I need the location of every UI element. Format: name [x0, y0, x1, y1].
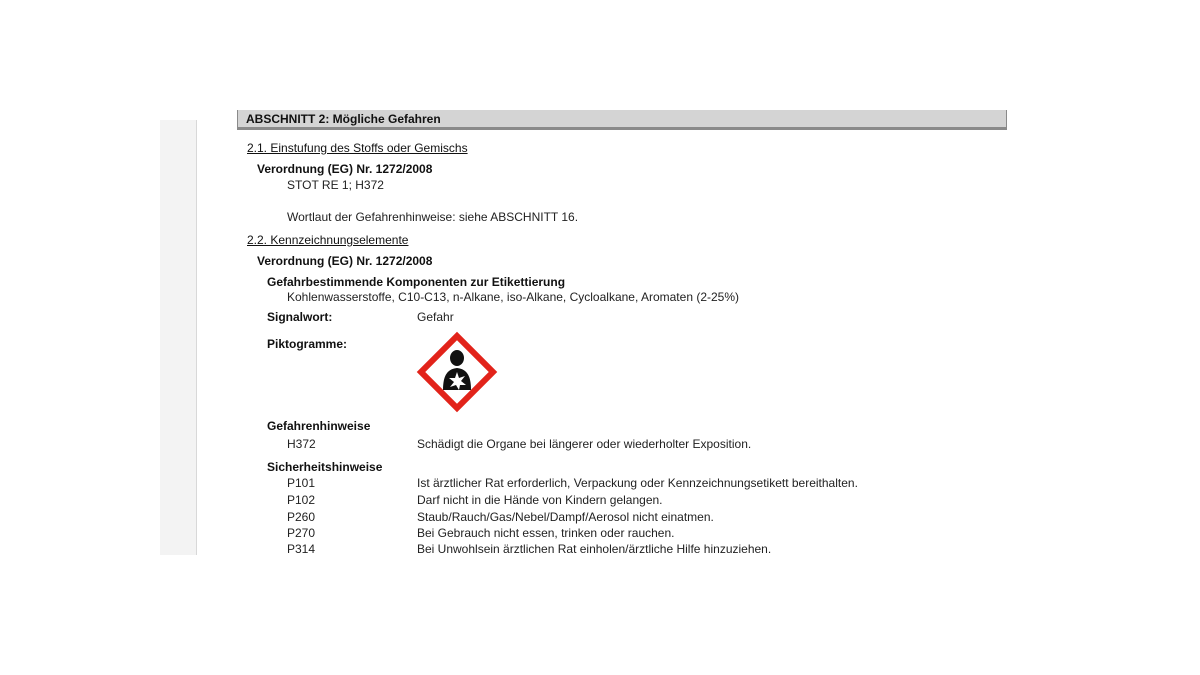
section-2-header: ABSCHNITT 2: Mögliche Gefahren	[237, 110, 1007, 128]
signal-word-value: Gefahr	[417, 310, 454, 324]
safety-code: P260	[287, 510, 316, 524]
safety-code: P102	[287, 493, 316, 507]
pictograms-label: Piktogramme:	[267, 337, 348, 351]
safety-code: P270	[287, 526, 316, 540]
signal-word-label: Signalwort:	[267, 310, 333, 324]
heading-2-1: 2.1. Einstufung des Stoffs oder Gemischs	[247, 141, 468, 155]
components-value: Kohlenwasserstoffe, C10-C13, n-Alkane, iso-Alkane, Cycloalkane, Aromaten (2-25%)	[287, 290, 740, 304]
hazard-code: H372	[287, 437, 316, 451]
hazard-statements-title: Gefahrenhinweise	[267, 419, 371, 433]
precautionary-statements-title: Sicherheitshinweise	[267, 460, 383, 474]
safety-code: P101	[287, 476, 316, 490]
viewer-gutter	[160, 120, 197, 555]
wording-note: Wortlaut der Gefahrenhinweise: siehe ABSCHNITT 16.	[287, 210, 579, 224]
safety-code: P314	[287, 542, 316, 556]
regulation-label-2-2: Verordnung (EG) Nr. 1272/2008	[257, 254, 433, 268]
document-page	[197, 112, 1010, 556]
components-title: Gefahrbestimmende Komponenten zur Etikettierung	[267, 275, 566, 289]
regulation-label-2-1: Verordnung (EG) Nr. 1272/2008	[257, 162, 433, 176]
safety-text: Bei Gebrauch nicht essen, trinken oder rauchen.	[417, 526, 675, 540]
safety-text: Bei Unwohlsein ärztlichen Rat einholen/ärztliche Hilfe hinzuziehen.	[417, 542, 772, 556]
heading-2-2: 2.2. Kennzeichnungselemente	[247, 233, 409, 247]
section-header-rule	[237, 128, 1007, 130]
hazard-text: Schädigt die Organe bei längerer oder wiederholter Exposition.	[417, 437, 752, 451]
safety-text: Staub/Rauch/Gas/Nebel/Dampf/Aerosol nicht einatmen.	[417, 510, 714, 524]
document-viewer[interactable]	[160, 112, 1010, 556]
classification-value: STOT RE 1; H372	[287, 178, 384, 192]
health-hazard-icon	[417, 332, 497, 412]
safety-text: Darf nicht in die Hände von Kindern gelangen.	[417, 493, 663, 507]
safety-text: Ist ärztlicher Rat erforderlich, Verpackung oder Kennzeichnungsetikett bereithalten.	[417, 476, 858, 490]
